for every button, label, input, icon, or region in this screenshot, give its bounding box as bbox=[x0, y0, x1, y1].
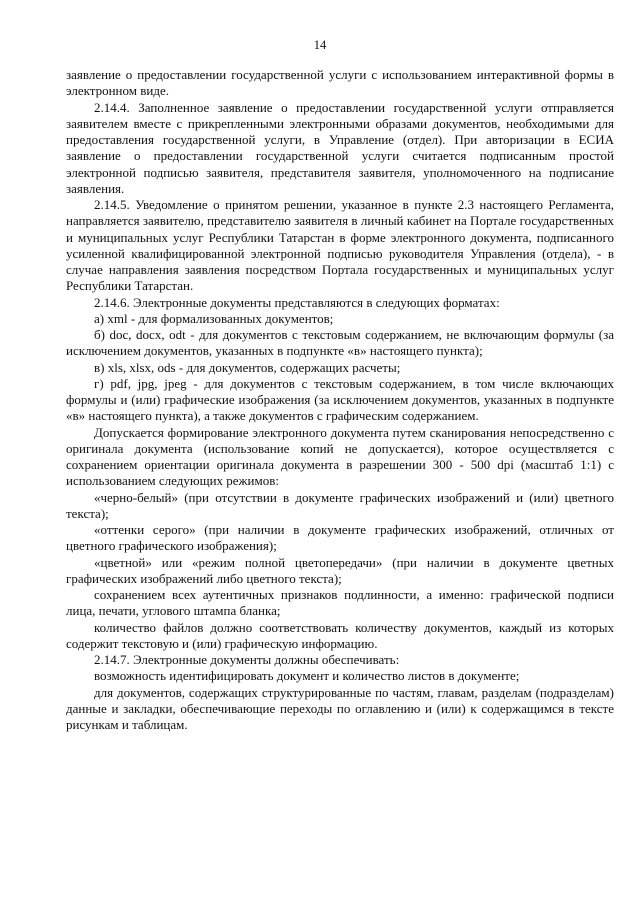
paragraph-1: заявление о предоставлении государственной услуги с использованием интерактивной формы в электронном виде. bbox=[66, 67, 614, 99]
mode-grayscale: «оттенки серого» (при наличии в документе графических изображений, отличных от цветного графического изображения); bbox=[66, 522, 614, 554]
page-number: 14 bbox=[313, 38, 327, 52]
paragraph-authenticity: сохранением всех аутентичных признаков подлинности, а именно: графической подписи лица, печати, углового штампа бланка; bbox=[66, 587, 614, 619]
paragraph-file-count: количество файлов должно соответствовать количеству документов, каждый из которых содержит текстовую и (или) графическую информацию. bbox=[66, 619, 614, 651]
list-item-g: г) pdf, jpg, jpeg - для документов с текстовым содержанием, в том числе включающих формулы и (или) графические изображения (за исключением документов, указанных в подпункте «в» настоящего пункта), а также документов с графическим содержанием. bbox=[66, 375, 614, 424]
paragraph-scanning: Допускается формирование электронного документа путем сканирования непосредственно с оригинала документа (использование копий не допускается), которое осуществляется с сохранением ориентации оригинала документа в разрешении 300 - 500 dpi (масштаб 1:1) с использованием следующих режимов: bbox=[66, 424, 614, 489]
list-item-v: в) xls, xlsx, ods - для документов, содержащих расчеты; bbox=[94, 359, 401, 375]
mode-black-white: «черно-белый» (при отсутствии в документе графических изображений и (или) цветного текста); bbox=[66, 489, 614, 521]
requirement-identify: возможность идентифицировать документ и количество листов в документе; bbox=[94, 668, 520, 684]
paragraph-2-14-6: 2.14.6. Электронные документы представляются в следующих форматах: bbox=[94, 294, 500, 310]
paragraph-2-14-4: 2.14.4. Заполненное заявление о предоставлении государственной услуги отправляется заявителем вместе с прикрепленными электронными образами документов, необходимыми для предоставления государственной услуги, в Управление (отдел). При авторизации в ЕСИА заявление о предоставлении государственной услуги считается подписанным простой электронной подписью заявителя, представителя заявителя, уполномоченного на подписание заявления. bbox=[66, 99, 614, 196]
document-body bbox=[66, 67, 614, 733]
list-item-b: б) doc, docx, odt - для документов с текстовым содержанием, не включающим формулы (за исключением документов, указанных в подпункте «в» настоящего пункта); bbox=[66, 327, 614, 359]
paragraph-2-14-5: 2.14.5. Уведомление о принятом решении, указанное в пункте 2.3 настоящего Регламента, направляется заявителю, представителю заявителя в личный кабинет на Портале государственных и муниципальных услуг Республики Татарстан в форме электронного документа, подписанного усиленной квалифицированной электронной подписью руководителя Управления (отдела), - в случае направления заявления посредством Портала государственных и муниципальных услуг Республики Татарстан. bbox=[66, 197, 614, 294]
requirement-structure: для документов, содержащих структурированные по частям, главам, разделам (подразделам) данные и закладки, обеспечивающие переходы по оглавлению и (или) к содержащимся в тексте рисункам и таблицам. bbox=[66, 684, 614, 732]
paragraph-2-14-7: 2.14.7. Электронные документы должны обеспечивать: bbox=[94, 652, 400, 667]
list-item-a: а) xml - для формализованных документов; bbox=[94, 310, 334, 326]
mode-color: «цветной» или «режим полной цветопередачи» (при наличии в документе цветных графических изображений либо цветного текста); bbox=[66, 554, 614, 586]
